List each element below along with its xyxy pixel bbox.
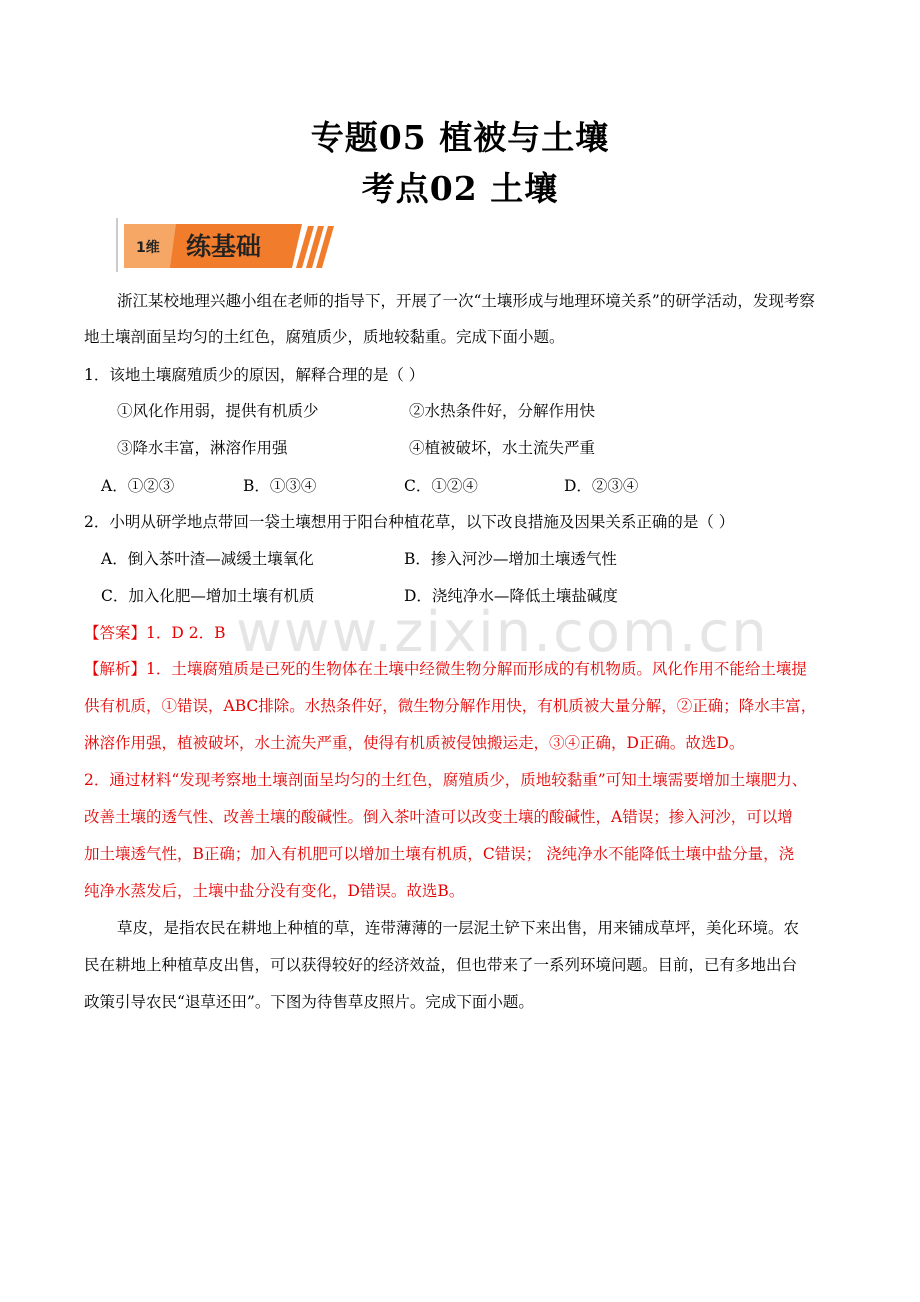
q2-choice-a: A．倒入茶叶渣—减缓土壤氧化 [101, 550, 314, 568]
q1-option-2: ②水热条件好，分解作用快 [409, 402, 596, 420]
intro1-line1: 浙江某校地理兴趣小组在老师的指导下，开展了一次“土壤形成与地理环境关系”的研学活动，发现考察 [117, 292, 815, 310]
analysis-line-6: 加土壤透气性，B正确；加入有机肥可以增加土壤有机质，C错误； 浇纯净水不能降低土壤中盐分量，浇 [84, 845, 795, 863]
q2-stem: 2．小明从研学地点带回一袋土壤想用于阳台种植花草，以下改良措施及因果关系正确的是（ ） [84, 513, 735, 531]
q2-choice-b: B．掺入河沙—增加土壤透气性 [404, 550, 617, 568]
analysis-line-5: 改善土壤的透气性、改善土壤的酸碱性。倒入茶叶渣可以改变土壤的酸碱性，A错误；掺入河沙，可以增 [84, 808, 793, 826]
analysis-line-2: 供有机质，①错误，ABC排除。水热条件好，微生物分解作用快，有机质被大量分解，②正确；降水丰富， [84, 697, 817, 715]
banner-label: 练基础 [186, 232, 262, 261]
intro1-line2: 地土壤剖面呈均匀的土红色，腐殖质少，质地较黏重。完成下面小题。 [84, 328, 565, 346]
intro2-line1: 草皮，是指农民在耕地上种植的草，连带薄薄的一层泥土铲下来出售，用来铺成草坪，美化环境。农 [117, 919, 800, 937]
q1-option-4: ④植被破坏，水土流失严重 [409, 439, 596, 457]
analysis-line-3: 淋溶作用强，植被破坏，水土流失严重，使得有机质被侵蚀搬运走，③④正确，D正确。故选D。 [84, 734, 745, 752]
intro2-line3: 政策引导农民“退草还田”。下图为待售草皮照片。完成下面小题。 [84, 993, 534, 1011]
q1-choice-a: A．①②③ [101, 477, 175, 495]
q2-choice-c: C．加入化肥—增加土壤有机质 [101, 587, 315, 605]
page-title: 专题05 植被与土壤 [310, 118, 610, 157]
q1-stem: 1．该地土壤腐殖质少的原因，解释合理的是（ ） [84, 366, 425, 384]
page-subtitle: 考点02 土壤 [361, 169, 559, 208]
analysis-line-4: 2．通过材料“发现考察地土壤剖面呈均匀的土红色，腐殖质少，质地较黏重”可知土壤需要增加土壤肥力、 [84, 771, 808, 789]
banner-tag: 1维 [136, 240, 160, 256]
q1-option-1: ①风化作用弱，提供有机质少 [117, 402, 319, 420]
q1-choice-d: D．②③④ [564, 477, 639, 495]
q1-option-3: ③降水丰富，淋溶作用强 [117, 439, 288, 457]
section-banner [116, 214, 336, 276]
intro2-line2: 民在耕地上种植草皮出售，可以获得较好的经济效益，但也带来了一系列环境问题。目前，已有多地出台 [84, 956, 798, 974]
answer-line: 【答案】1．D 2．B [84, 624, 226, 642]
q1-choice-c: C．①②④ [404, 477, 478, 495]
q1-choice-b: B．①③④ [243, 477, 317, 495]
watermark: www.zixin.com.cn [236, 600, 769, 665]
analysis-line-7: 纯净水蒸发后，土壤中盐分没有变化，D错误。故选B。 [84, 882, 465, 900]
q2-choice-d: D．浇纯净水—降低土壤盐碱度 [404, 587, 618, 605]
analysis-line-1: 【解析】1．土壤腐殖质是已死的生物体在土壤中经微生物分解而形成的有机物质。风化作用不能给土壤提 [84, 660, 807, 678]
